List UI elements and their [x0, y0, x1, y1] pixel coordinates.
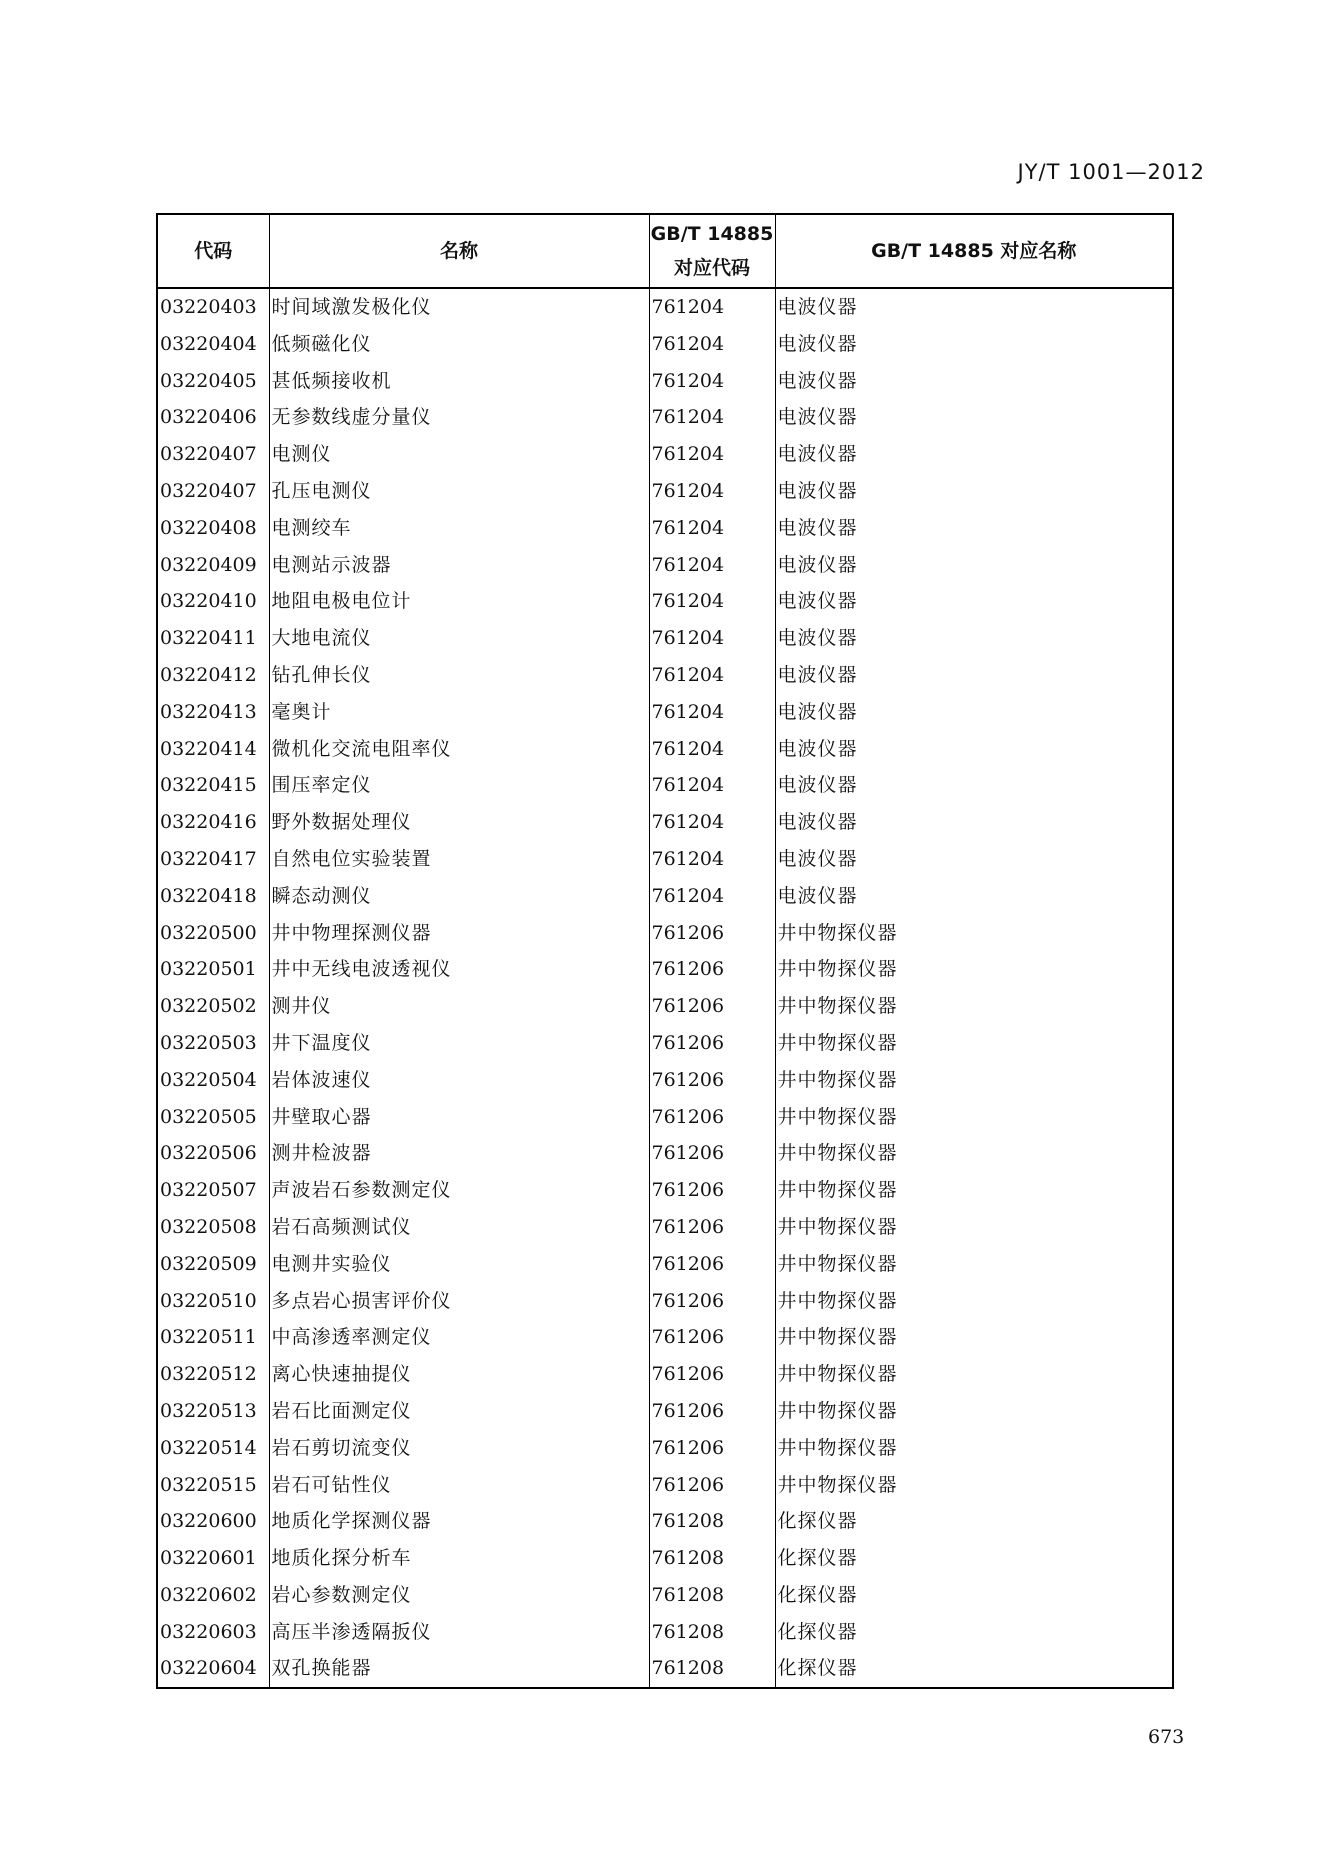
- table-header: [157, 214, 1173, 288]
- cell-code: 03220417: [157, 841, 269, 878]
- cell-gb-code: 761206: [649, 1467, 775, 1504]
- header-row: [157, 214, 1173, 288]
- cell-gb-code: 761204: [649, 399, 775, 436]
- table-row: [157, 1614, 1173, 1651]
- cell-gb-name: 电波仪器: [775, 731, 1173, 768]
- table-row: [157, 804, 1173, 841]
- cell-name: 中高渗透率测定仪: [269, 1319, 649, 1356]
- header-gb-code-line1: GB/T 14885: [650, 223, 774, 245]
- cell-code: 03220403: [157, 288, 269, 326]
- cell-gb-code: 761208: [649, 1503, 775, 1540]
- cell-gb-code: 761206: [649, 1209, 775, 1246]
- table-row: [157, 1025, 1173, 1062]
- cell-gb-code: 761204: [649, 620, 775, 657]
- cell-gb-name: 井中物探仪器: [775, 1356, 1173, 1393]
- table-row: [157, 1540, 1173, 1577]
- cell-name: 测井仪: [269, 988, 649, 1025]
- table-row: [157, 1393, 1173, 1430]
- cell-code: 03220604: [157, 1650, 269, 1688]
- cell-name: 甚低频接收机: [269, 363, 649, 400]
- cell-gb-name: 电波仪器: [775, 804, 1173, 841]
- cell-code: 03220418: [157, 878, 269, 915]
- cell-gb-name: 井中物探仪器: [775, 1062, 1173, 1099]
- cell-code: 03220501: [157, 951, 269, 988]
- cell-gb-code: 761204: [649, 694, 775, 731]
- table-row: [157, 583, 1173, 620]
- cell-code: 03220500: [157, 915, 269, 952]
- cell-gb-code: 761206: [649, 1135, 775, 1172]
- cell-code: 03220407: [157, 473, 269, 510]
- cell-name: 无参数线虚分量仪: [269, 399, 649, 436]
- cell-gb-code: 761204: [649, 804, 775, 841]
- cell-gb-code: 761206: [649, 951, 775, 988]
- cell-name: 孔压电测仪: [269, 473, 649, 510]
- cell-gb-name: 化探仪器: [775, 1650, 1173, 1688]
- cell-code: 03220406: [157, 399, 269, 436]
- cell-gb-name: 电波仪器: [775, 399, 1173, 436]
- table-row: [157, 326, 1173, 363]
- table-row: [157, 1172, 1173, 1209]
- cell-name: 微机化交流电阻率仪: [269, 731, 649, 768]
- table-row: [157, 1503, 1173, 1540]
- page-number: 673: [1148, 1726, 1185, 1748]
- cell-code: 03220601: [157, 1540, 269, 1577]
- cell-gb-code: 761204: [649, 288, 775, 326]
- cell-gb-name: 电波仪器: [775, 436, 1173, 473]
- cell-gb-name: 电波仪器: [775, 657, 1173, 694]
- cell-code: 03220415: [157, 767, 269, 804]
- cell-code: 03220511: [157, 1319, 269, 1356]
- cell-gb-name: 井中物探仪器: [775, 1135, 1173, 1172]
- table-row: [157, 473, 1173, 510]
- cell-name: 离心快速抽提仪: [269, 1356, 649, 1393]
- cell-gb-name: 井中物探仪器: [775, 915, 1173, 952]
- cell-gb-name: 井中物探仪器: [775, 1209, 1173, 1246]
- cell-code: 03220508: [157, 1209, 269, 1246]
- instrument-code-table: [156, 213, 1174, 1689]
- table-row: [157, 620, 1173, 657]
- cell-name: 岩心参数测定仪: [269, 1577, 649, 1614]
- cell-name: 野外数据处理仪: [269, 804, 649, 841]
- cell-gb-name: 井中物探仪器: [775, 951, 1173, 988]
- cell-code: 03220407: [157, 436, 269, 473]
- cell-code: 03220412: [157, 657, 269, 694]
- cell-gb-code: 761204: [649, 583, 775, 620]
- cell-gb-code: 761204: [649, 473, 775, 510]
- cell-gb-code: 761206: [649, 1283, 775, 1320]
- standard-code: JY/T 1001—2012: [1017, 160, 1205, 184]
- cell-gb-code: 761204: [649, 510, 775, 547]
- table-row: [157, 510, 1173, 547]
- table-row: [157, 1430, 1173, 1467]
- cell-gb-code: 761204: [649, 436, 775, 473]
- cell-name: 多点岩心损害评价仪: [269, 1283, 649, 1320]
- cell-name: 井壁取心器: [269, 1099, 649, 1136]
- cell-name: 高压半渗透隔扳仪: [269, 1614, 649, 1651]
- cell-gb-code: 761204: [649, 841, 775, 878]
- cell-gb-name: 化探仪器: [775, 1614, 1173, 1651]
- table-row: [157, 951, 1173, 988]
- cell-name: 岩石比面测定仪: [269, 1393, 649, 1430]
- cell-code: 03220410: [157, 583, 269, 620]
- cell-gb-code: 761204: [649, 878, 775, 915]
- cell-name: 大地电流仪: [269, 620, 649, 657]
- cell-code: 03220507: [157, 1172, 269, 1209]
- table-row: [157, 694, 1173, 731]
- cell-code: 03220416: [157, 804, 269, 841]
- cell-name: 井中物理探测仪器: [269, 915, 649, 952]
- cell-code: 03220505: [157, 1099, 269, 1136]
- header-code: 代码: [157, 214, 269, 288]
- cell-name: 岩体波速仪: [269, 1062, 649, 1099]
- table-row: [157, 878, 1173, 915]
- cell-gb-code: 761204: [649, 326, 775, 363]
- cell-gb-name: 电波仪器: [775, 326, 1173, 363]
- cell-gb-name: 电波仪器: [775, 694, 1173, 731]
- cell-code: 03220509: [157, 1246, 269, 1283]
- cell-name: 低频磁化仪: [269, 326, 649, 363]
- cell-name: 双孔换能器: [269, 1650, 649, 1688]
- cell-gb-code: 761206: [649, 1025, 775, 1062]
- cell-code: 03220413: [157, 694, 269, 731]
- cell-gb-code: 761206: [649, 988, 775, 1025]
- cell-gb-name: 井中物探仪器: [775, 1099, 1173, 1136]
- cell-code: 03220504: [157, 1062, 269, 1099]
- cell-code: 03220408: [157, 510, 269, 547]
- cell-gb-code: 761204: [649, 657, 775, 694]
- cell-code: 03220600: [157, 1503, 269, 1540]
- cell-gb-name: 电波仪器: [775, 767, 1173, 804]
- cell-code: 03220506: [157, 1135, 269, 1172]
- table-row: [157, 841, 1173, 878]
- cell-name: 地质化学探测仪器: [269, 1503, 649, 1540]
- table-body: [157, 288, 1173, 1688]
- cell-name: 自然电位实验装置: [269, 841, 649, 878]
- cell-gb-name: 井中物探仪器: [775, 1172, 1173, 1209]
- cell-gb-name: 化探仪器: [775, 1503, 1173, 1540]
- cell-name: 测井检波器: [269, 1135, 649, 1172]
- cell-name: 岩石高频测试仪: [269, 1209, 649, 1246]
- cell-name: 岩石剪切流变仪: [269, 1430, 649, 1467]
- table-row: [157, 657, 1173, 694]
- cell-code: 03220503: [157, 1025, 269, 1062]
- cell-gb-code: 761204: [649, 363, 775, 400]
- cell-code: 03220409: [157, 547, 269, 584]
- cell-name: 瞬态动测仪: [269, 878, 649, 915]
- cell-code: 03220502: [157, 988, 269, 1025]
- table-row: [157, 1577, 1173, 1614]
- cell-gb-code: 761206: [649, 1430, 775, 1467]
- table-row: [157, 1099, 1173, 1136]
- cell-name: 井中无线电波透视仪: [269, 951, 649, 988]
- cell-gb-code: 761206: [649, 1099, 775, 1136]
- cell-code: 03220514: [157, 1430, 269, 1467]
- cell-gb-code: 761206: [649, 1172, 775, 1209]
- header-gb-code: [649, 214, 775, 288]
- table-row: [157, 1650, 1173, 1688]
- cell-gb-code: 761206: [649, 1356, 775, 1393]
- cell-gb-name: 电波仪器: [775, 288, 1173, 326]
- cell-gb-name: 电波仪器: [775, 841, 1173, 878]
- table-row: [157, 915, 1173, 952]
- cell-gb-name: 化探仪器: [775, 1540, 1173, 1577]
- cell-gb-name: 井中物探仪器: [775, 1393, 1173, 1430]
- cell-gb-name: 电波仪器: [775, 510, 1173, 547]
- cell-gb-code: 761206: [649, 1319, 775, 1356]
- cell-code: 03220411: [157, 620, 269, 657]
- cell-code: 03220404: [157, 326, 269, 363]
- cell-name: 钻孔伸长仪: [269, 657, 649, 694]
- cell-name: 电测绞车: [269, 510, 649, 547]
- instrument-code-table-container: [156, 213, 1172, 1689]
- cell-gb-name: 电波仪器: [775, 363, 1173, 400]
- cell-gb-code: 761208: [649, 1540, 775, 1577]
- cell-name: 电测站示波器: [269, 547, 649, 584]
- cell-gb-name: 井中物探仪器: [775, 1467, 1173, 1504]
- cell-gb-code: 761204: [649, 731, 775, 768]
- cell-gb-name: 化探仪器: [775, 1577, 1173, 1614]
- header-name: 名称: [269, 214, 649, 288]
- cell-name: 声波岩石参数测定仪: [269, 1172, 649, 1209]
- cell-code: 03220510: [157, 1283, 269, 1320]
- cell-code: 03220414: [157, 731, 269, 768]
- table-row: [157, 1319, 1173, 1356]
- cell-gb-name: 井中物探仪器: [775, 1430, 1173, 1467]
- cell-gb-name: 电波仪器: [775, 620, 1173, 657]
- cell-name: 电测仪: [269, 436, 649, 473]
- table-row: [157, 1246, 1173, 1283]
- header-gb-code-line2: 对应代码: [673, 257, 750, 279]
- cell-gb-code: 761204: [649, 767, 775, 804]
- cell-code: 03220602: [157, 1577, 269, 1614]
- table-row: [157, 988, 1173, 1025]
- cell-gb-code: 761206: [649, 1062, 775, 1099]
- cell-gb-code: 761204: [649, 547, 775, 584]
- cell-name: 毫奥计: [269, 694, 649, 731]
- table-row: [157, 1062, 1173, 1099]
- table-row: [157, 767, 1173, 804]
- cell-code: 03220405: [157, 363, 269, 400]
- cell-name: 岩石可钻性仪: [269, 1467, 649, 1504]
- table-row: [157, 1135, 1173, 1172]
- cell-gb-code: 761208: [649, 1650, 775, 1688]
- cell-code: 03220603: [157, 1614, 269, 1651]
- cell-gb-code: 761206: [649, 1246, 775, 1283]
- cell-code: 03220513: [157, 1393, 269, 1430]
- cell-name: 围压率定仪: [269, 767, 649, 804]
- table-row: [157, 288, 1173, 326]
- cell-gb-name: 井中物探仪器: [775, 1025, 1173, 1062]
- cell-gb-code: 761206: [649, 1393, 775, 1430]
- cell-gb-name: 电波仪器: [775, 473, 1173, 510]
- table-row: [157, 731, 1173, 768]
- cell-gb-code: 761208: [649, 1577, 775, 1614]
- table-row: [157, 547, 1173, 584]
- cell-gb-code: 761208: [649, 1614, 775, 1651]
- cell-gb-name: 电波仪器: [775, 583, 1173, 620]
- table-row: [157, 436, 1173, 473]
- cell-code: 03220515: [157, 1467, 269, 1504]
- table-row: [157, 1209, 1173, 1246]
- cell-name: 时间域激发极化仪: [269, 288, 649, 326]
- cell-name: 地质化探分析车: [269, 1540, 649, 1577]
- table-row: [157, 363, 1173, 400]
- cell-gb-name: 井中物探仪器: [775, 1283, 1173, 1320]
- cell-name: 电测井实验仪: [269, 1246, 649, 1283]
- table-row: [157, 399, 1173, 436]
- cell-gb-code: 761206: [649, 915, 775, 952]
- header-gb-name: GB/T 14885 对应名称: [775, 214, 1173, 288]
- cell-gb-name: 电波仪器: [775, 547, 1173, 584]
- cell-gb-name: 电波仪器: [775, 878, 1173, 915]
- table-row: [157, 1467, 1173, 1504]
- table-row: [157, 1283, 1173, 1320]
- table-row: [157, 1356, 1173, 1393]
- cell-gb-name: 井中物探仪器: [775, 988, 1173, 1025]
- cell-code: 03220512: [157, 1356, 269, 1393]
- cell-gb-name: 井中物探仪器: [775, 1246, 1173, 1283]
- cell-gb-name: 井中物探仪器: [775, 1319, 1173, 1356]
- cell-name: 井下温度仪: [269, 1025, 649, 1062]
- cell-name: 地阻电极电位计: [269, 583, 649, 620]
